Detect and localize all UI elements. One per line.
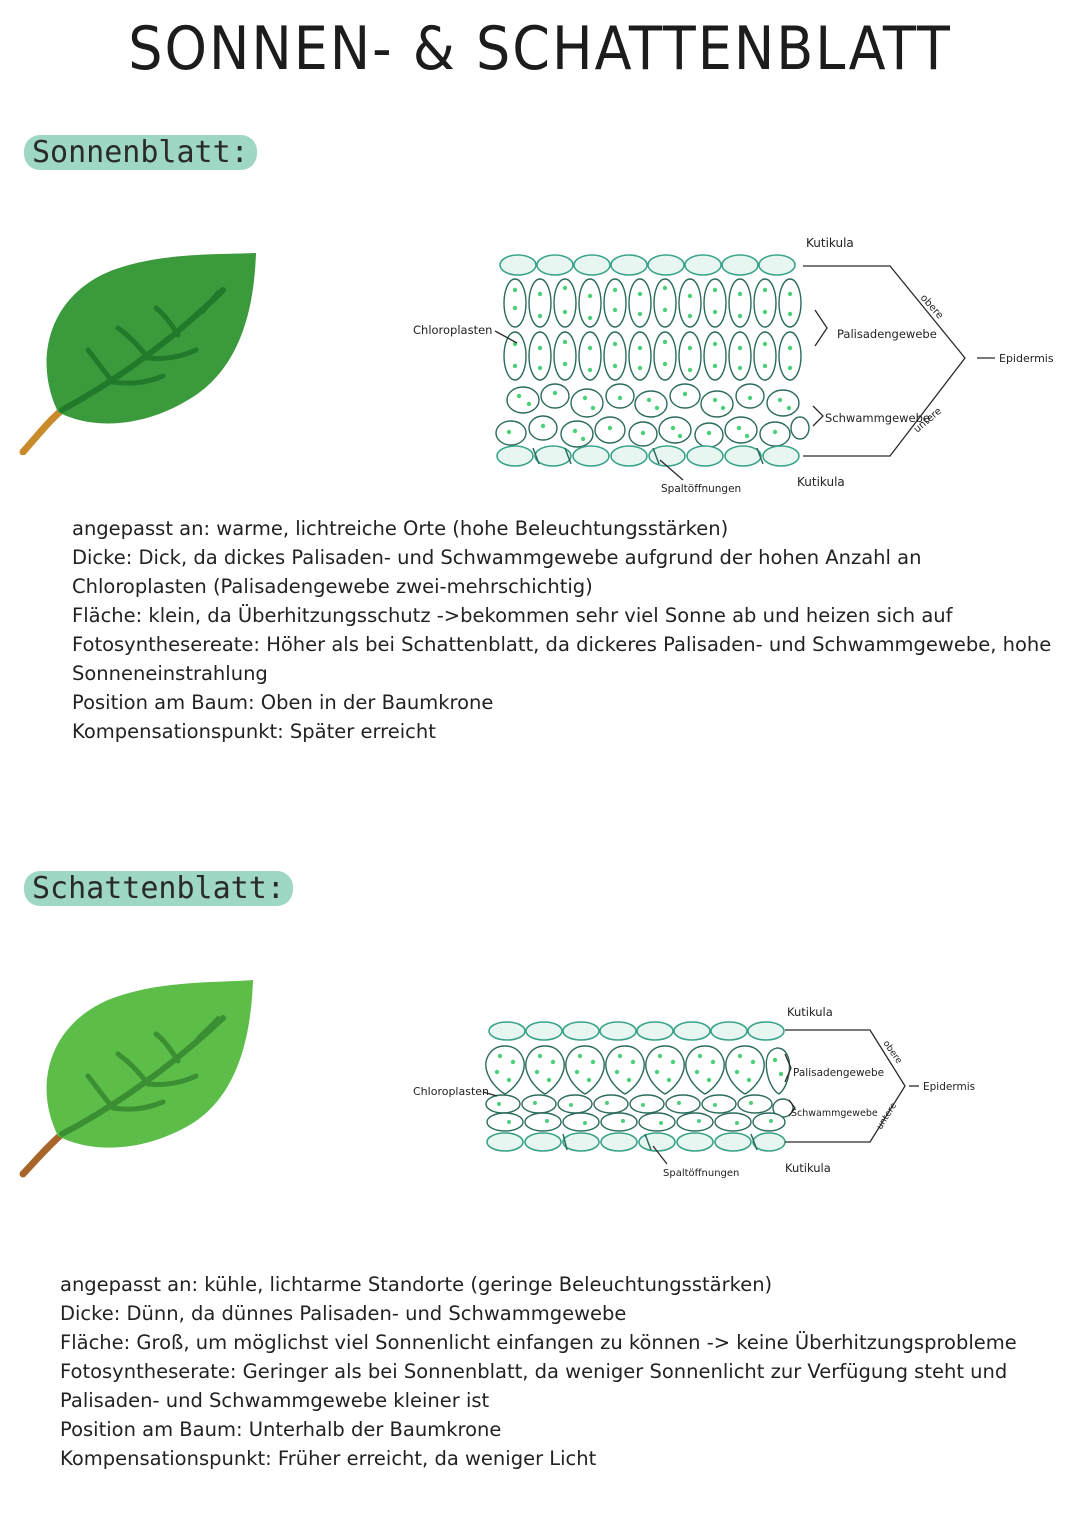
- sun-label-spaltoeffnungen: Spaltöffnungen: [661, 483, 742, 495]
- sun-upper-epidermis-cells: [500, 255, 795, 275]
- shade-text-line: Palisaden- und Schwammgewebe kleiner ist: [60, 1389, 490, 1412]
- shade-text-line: Fotosyntheserate: Geringer als bei Sonnenblatt, da weniger Sonnenlicht zur Verfügung steht und: [60, 1360, 1008, 1383]
- shade-leaf-description: [60, 1270, 1017, 1473]
- shade-upper-epidermis-cells: [489, 1022, 784, 1040]
- shade-leaf-heading-label: Schattenblatt:: [24, 871, 293, 906]
- sun-lower-epidermis-cells: [497, 446, 799, 466]
- sun-text-line: Fläche: klein, da Überhitzungsschutz ->bekommen sehr viel Sonne ab und heizen sich auf: [72, 604, 953, 627]
- sun-spongy-cells: [496, 384, 809, 447]
- shade-label-schwamm: Schwammgewebe: [791, 1108, 878, 1119]
- sun-label-schwamm: Schwammgewebe: [825, 411, 930, 425]
- sun-label-palisaden: Palisadengewebe: [837, 327, 937, 341]
- sun-leaf-cross-section-diagram: [405, 228, 1065, 500]
- sun-text-line: Kompensationspunkt: Später erreicht: [72, 720, 436, 743]
- sun-leaf-heading: [18, 134, 263, 172]
- shade-text-line: Fläche: Groß, um möglichst viel Sonnenlicht einfangen zu können -> keine Überhitzungsprobleme: [60, 1331, 1017, 1354]
- sun-label-kutikula-top: Kutikula: [806, 236, 854, 250]
- shade-text-line: Dicke: Dünn, da dünnes Palisaden- und Schwammgewebe: [60, 1302, 627, 1325]
- shade-label-kutikula-bottom: Kutikula: [785, 1161, 831, 1175]
- shade-label-untere: untere: [875, 1101, 900, 1132]
- shade-label-kutikula-top: Kutikula: [787, 1005, 833, 1019]
- sun-label-kutikula-bottom: Kutikula: [797, 475, 845, 489]
- shade-palisade-cells: [486, 1046, 790, 1094]
- sun-text-line: Position am Baum: Oben in der Baumkrone: [72, 691, 494, 714]
- shade-leaf-icon: [18, 978, 263, 1183]
- sun-text-line: angepasst an: warme, lichtreiche Orte (hohe Beleuchtungsstärken): [72, 517, 729, 540]
- shade-label-epidermis: Epidermis: [923, 1081, 976, 1093]
- shade-spongy-cells: [486, 1095, 793, 1131]
- shade-lower-epidermis-cells: [487, 1133, 785, 1151]
- sun-leaf-heading-label: Sonnenblatt:: [24, 135, 257, 170]
- shade-leaf-cross-section-diagram: [405, 1000, 1005, 1185]
- sun-label-epidermis: Epidermis: [999, 352, 1054, 365]
- shade-leaf-heading: [18, 870, 299, 908]
- sun-label-obere: obere: [917, 292, 946, 322]
- sun-text-line: Fotosynthesereate: Höher als bei Schattenblatt, da dickeres Palisaden- und Schwammgewebe, hohe: [72, 633, 1052, 656]
- sun-label-chloroplasten: Chloroplasten: [413, 323, 493, 337]
- sun-text-line: Sonneneinstrahlung: [72, 662, 268, 685]
- sun-palisade-cells: [504, 279, 801, 380]
- shade-text-line: angepasst an: kühle, lichtarme Standorte (geringe Beleuchtungsstärken): [60, 1273, 773, 1296]
- page-title: SONNEN- & SCHATTENBLATT: [128, 14, 952, 84]
- shade-label-palisaden: Palisadengewebe: [793, 1067, 885, 1079]
- sun-label-untere: untere: [911, 405, 945, 436]
- shade-label-spaltoeffnungen: Spaltöffnungen: [663, 1168, 740, 1179]
- sun-leaf-description: [72, 514, 1051, 746]
- sun-text-line: Chloroplasten (Palisadengewebe zwei-mehrschichtig): [72, 575, 593, 598]
- shade-label-obere: obere: [880, 1038, 904, 1066]
- shade-label-chloroplasten: Chloroplasten: [413, 1085, 490, 1098]
- shade-text-line: Kompensationspunkt: Früher erreicht, da weniger Licht: [60, 1447, 597, 1470]
- sun-text-line: Dicke: Dick, da dickes Palisaden- und Schwammgewebe aufgrund der hohen Anzahl an: [72, 546, 922, 569]
- sun-leaf-icon: [18, 250, 263, 455]
- shade-text-line: Position am Baum: Unterhalb der Baumkrone: [60, 1418, 502, 1441]
